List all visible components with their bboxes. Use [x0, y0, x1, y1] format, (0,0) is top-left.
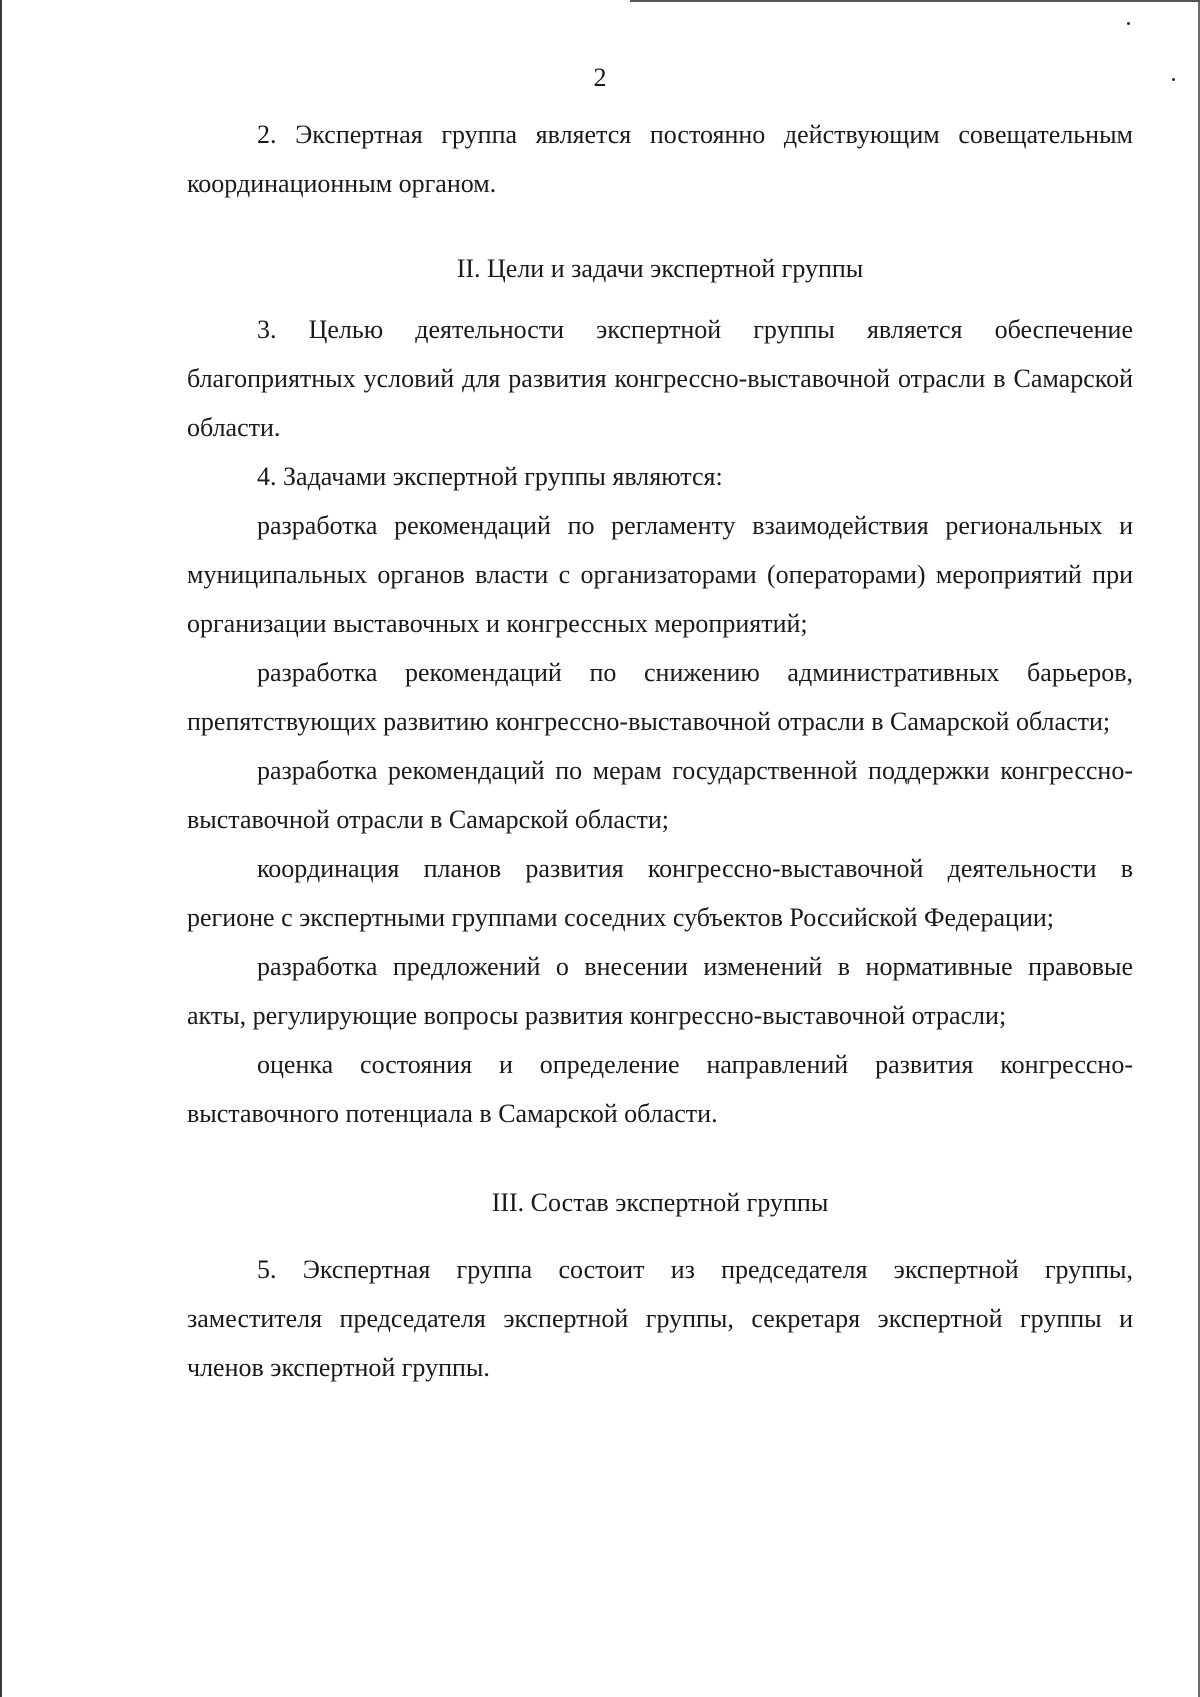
task-item: разработка рекомендаций по регламенту взаимодействия региональных и муниципальных органов власти с организаторами (операторами) мероприятий при организации выставочных и конгрессных мероприятий;: [187, 511, 1133, 638]
task-item: разработка рекомендаций по снижению административных барьеров, препятствующих развитию конгрессно-выставочной отрасли в Самарской области;: [187, 658, 1133, 736]
paragraph-2: 2. Экспертная группа является постоянно действующим совещательным координационным органом.: [187, 120, 1133, 198]
page-number: 2: [593, 63, 607, 92]
paragraph-5: 5. Экспертная группа состоит из председателя экспертной группы, заместителя председателя экспертной группы, секретаря экспертной группы и членов экспертной группы.: [187, 1255, 1133, 1382]
scan-top-line: [630, 0, 1200, 2]
paragraph-4: 4. Задачами экспертной группы являются:: [257, 462, 723, 491]
scan-speck: [1127, 22, 1130, 25]
scan-edge-left: [0, 0, 2, 1697]
section-heading-goals: II. Цели и задачи экспертной группы: [456, 254, 864, 283]
task-item: разработка предложений о внесении изменений в нормативные правовые акты, регулирующие вопросы развития конгрессно-выставочной отрасли;: [187, 952, 1133, 1030]
task-item: координация планов развития конгрессно-выставочной деятельности в регионе с экспертными группами соседних субъектов Российской Федерации;: [187, 854, 1133, 932]
task-item: разработка рекомендаций по мерам государственной поддержки конгрессно-выставочной отрасли в Самарской области;: [187, 756, 1133, 834]
paragraph-3: 3. Целью деятельности экспертной группы является обеспечение благоприятных условий для развития конгрессно-выставочной отрасли в Самарской области.: [187, 315, 1133, 442]
section-heading-composition: III. Состав экспертной группы: [491, 1188, 829, 1217]
task-item: оценка состояния и определение направлений развития конгрессно-выставочного потенциала в Самарской области.: [187, 1050, 1133, 1128]
document-body: [187, 110, 1133, 1392]
